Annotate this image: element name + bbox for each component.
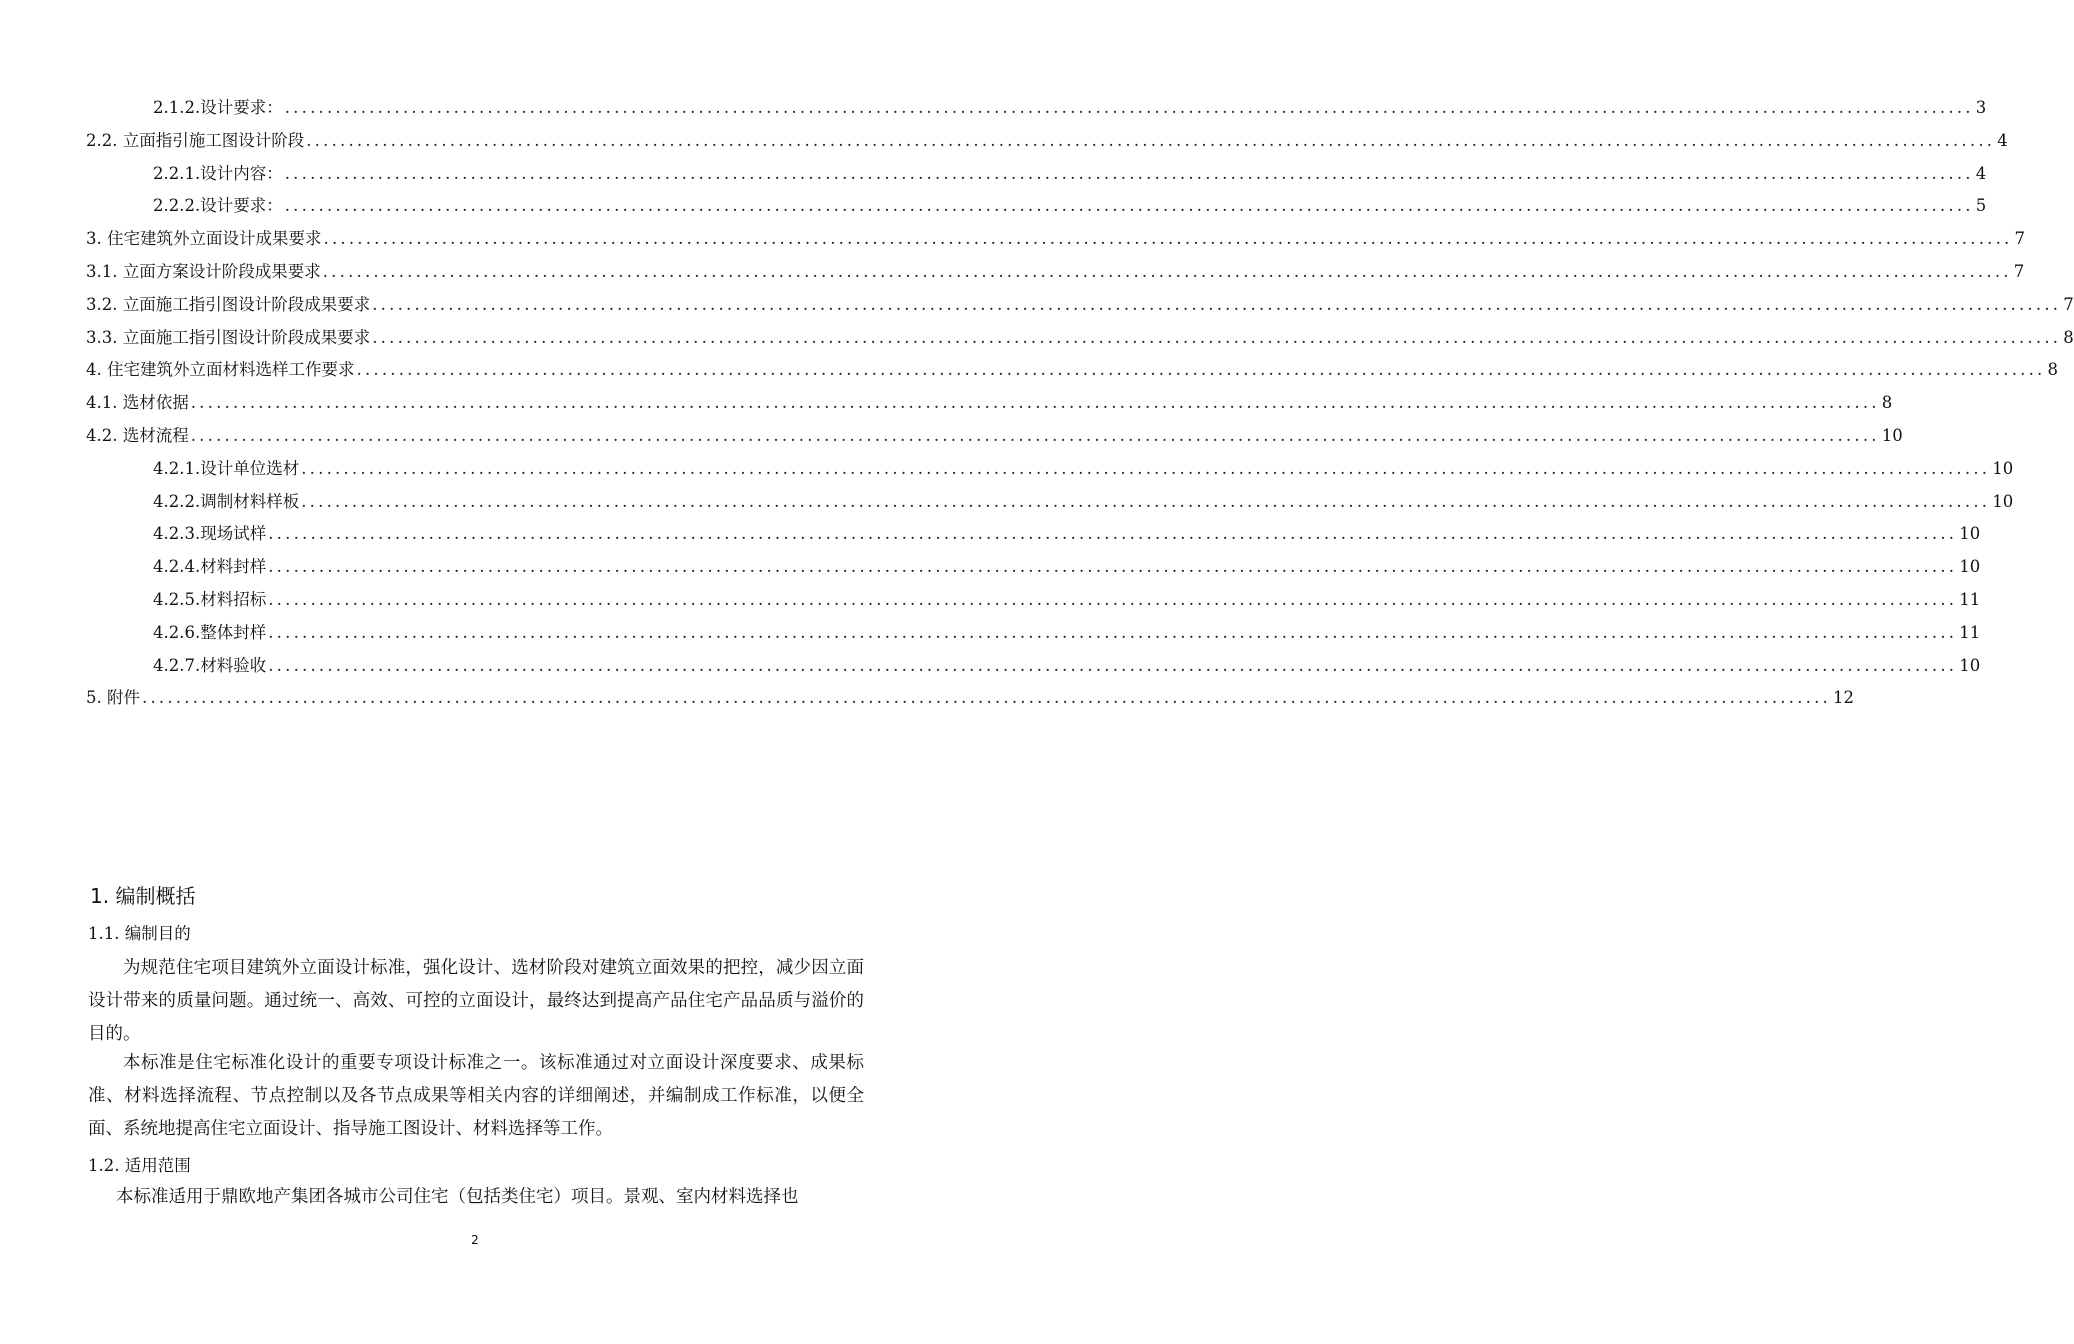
toc-entry-title: 2.2.1.设计内容： bbox=[153, 163, 283, 183]
toc-entry-title: 3.3. 立面施工指引图设计阶段成果要求 bbox=[86, 327, 371, 347]
toc-entry-page: 7 bbox=[2063, 294, 2074, 314]
section-heading: 1. 编制概括 bbox=[90, 884, 196, 908]
toc-dot-leader: ........................................................................................................................................................................................................ bbox=[372, 294, 2062, 314]
toc-dot-leader: ........................................................................................................................................................................................................ bbox=[190, 393, 1880, 413]
paragraph-purpose-1: 为规范住宅项目建筑外立面设计标准，强化设计、选材阶段对建筑立面效果的把控，减少因立面设计带来的质量问题。通过统一、高效、可控的立面设计，最终达到提高产品住宅产品品质与溢价的目的。 bbox=[88, 958, 864, 1044]
toc-entry-title: 2.1.2.设计要求： bbox=[153, 98, 283, 117]
toc-entry[interactable] bbox=[153, 523, 1981, 545]
toc-entry-page: 10 bbox=[1881, 426, 1903, 445]
toc-dot-leader: ........................................................................................................................................................................................................ bbox=[190, 426, 1880, 445]
toc-dot-leader: ........................................................................................................................................................................................................ bbox=[284, 163, 1974, 183]
toc-entry[interactable] bbox=[153, 458, 2014, 480]
toc-entry-title: 4.1. 选材依据 bbox=[86, 393, 189, 413]
subsection-heading-scope: 1.2. 适用范围 bbox=[88, 1156, 191, 1175]
toc-dot-leader: ........................................................................................................................................................................................................ bbox=[284, 98, 1974, 117]
toc-entry-page: 8 bbox=[2047, 360, 2058, 380]
toc-dot-leader: ........................................................................................................................................................................................................ bbox=[322, 262, 2012, 281]
toc-dot-leader: ........................................................................................................................................................................................................ bbox=[142, 688, 1831, 708]
toc-dot-leader: ........................................................................................................................................................................................................ bbox=[356, 360, 2046, 380]
toc-entry[interactable] bbox=[153, 589, 1981, 611]
toc-entry[interactable] bbox=[153, 622, 1981, 644]
toc-entry-page: 7 bbox=[2014, 229, 2025, 249]
toc-entry[interactable] bbox=[86, 359, 2058, 381]
toc-entry-title: 4.2.7.材料验收 bbox=[153, 655, 267, 675]
toc-entry[interactable] bbox=[153, 163, 1987, 185]
toc-entry[interactable] bbox=[153, 97, 1987, 119]
toc-dot-leader: ........................................................................................................................................................................................................ bbox=[301, 458, 1991, 478]
toc-dot-leader: ........................................................................................................................................................................................................ bbox=[323, 229, 2013, 249]
toc-entry-title: 4.2.6.整体封样 bbox=[153, 622, 267, 642]
paragraph-scope: 本标准适用于鼎欧地产集团各城市公司住宅（包括类住宅）项目。景观、室内材料选择也 bbox=[116, 1187, 799, 1207]
toc-entry-title: 4.2. 选材流程 bbox=[86, 426, 189, 445]
subsection-heading-purpose: 1.1. 编制目的 bbox=[88, 924, 191, 943]
toc-entry-page: 4 bbox=[1975, 163, 1987, 183]
toc-entry-title: 4.2.2.调制材料样板 bbox=[153, 491, 300, 511]
toc-entry-title: 5. 附件 bbox=[86, 688, 140, 708]
toc-entry-title: 3. 住宅建筑外立面设计成果要求 bbox=[86, 229, 322, 249]
toc-entry[interactable] bbox=[86, 687, 1854, 709]
toc-entry-page: 10 bbox=[1959, 524, 1981, 544]
toc-entry[interactable] bbox=[153, 655, 1981, 677]
toc-entry-page: 3 bbox=[1975, 98, 1987, 117]
toc-dot-leader: ........................................................................................................................................................................................................ bbox=[268, 557, 1958, 577]
toc-entry-page: 11 bbox=[1959, 622, 1981, 642]
toc-entry-page: 4 bbox=[1997, 130, 2008, 150]
toc-dot-leader: ........................................................................................................................................................................................................ bbox=[268, 524, 1958, 544]
toc-entry-page: 12 bbox=[1832, 688, 1854, 708]
toc-entry-title: 4.2.4.材料封样 bbox=[153, 557, 267, 577]
toc-dot-leader: ........................................................................................................................................................................................................ bbox=[268, 622, 1958, 642]
toc-entry[interactable] bbox=[86, 130, 2008, 152]
toc-entry[interactable] bbox=[153, 195, 1987, 217]
toc-dot-leader: ........................................................................................................................................................................................................ bbox=[284, 196, 1974, 216]
toc-entry-page: 10 bbox=[1959, 655, 1981, 675]
toc-entry-page: 11 bbox=[1959, 590, 1981, 609]
toc-entry[interactable] bbox=[153, 556, 1981, 578]
toc-entry-title: 4.2.5.材料招标 bbox=[153, 590, 267, 609]
toc-entry-title: 4.2.1.设计单位选材 bbox=[153, 458, 300, 478]
paragraph-purpose-2: 本标准是住宅标准化设计的重要专项设计标准之一。该标准通过对立面设计深度要求、成果标准、材料选择流程、节点控制以及各节点成果等相关内容的详细阐述，并编制成工作标准，以便全面、系统地提高住宅立面设计、指导施工图设计、材料选择等工作。 bbox=[88, 1053, 864, 1139]
toc-dot-leader: ........................................................................................................................................................................................................ bbox=[372, 327, 2062, 347]
toc-entry-title: 4.2.3.现场试样 bbox=[153, 524, 267, 544]
toc-entry-title: 3.1. 立面方案设计阶段成果要求 bbox=[86, 262, 321, 281]
toc-entry[interactable] bbox=[86, 392, 1893, 414]
toc-entry[interactable] bbox=[86, 228, 2025, 250]
toc-entry-page: 8 bbox=[1881, 393, 1893, 413]
toc-entry-page: 10 bbox=[1992, 458, 2014, 478]
toc-dot-leader: ........................................................................................................................................................................................................ bbox=[301, 491, 1991, 511]
toc-entry-page: 5 bbox=[1975, 196, 1987, 216]
toc-entry-title: 3.2. 立面施工指引图设计阶段成果要求 bbox=[86, 294, 371, 314]
toc-entry-page: 10 bbox=[1992, 491, 2014, 511]
toc-entry-page: 8 bbox=[2063, 327, 2074, 347]
toc-entry-title: 2.2.2.设计要求： bbox=[153, 196, 283, 216]
toc-entry-page: 10 bbox=[1959, 557, 1981, 577]
toc-entry-page: 7 bbox=[2013, 262, 2025, 281]
toc-entry[interactable] bbox=[86, 327, 2074, 349]
toc-dot-leader: ........................................................................................................................................................................................................ bbox=[306, 130, 1996, 150]
toc-dot-leader: ........................................................................................................................................................................................................ bbox=[268, 655, 1958, 675]
toc-entry[interactable] bbox=[86, 294, 2074, 316]
toc-entry-title: 2.2. 立面指引施工图设计阶段 bbox=[86, 130, 305, 150]
toc-dot-leader: ........................................................................................................................................................................................................ bbox=[268, 590, 1958, 609]
toc-entry-title: 4. 住宅建筑外立面材料选样工作要求 bbox=[86, 360, 355, 380]
toc-entry[interactable] bbox=[153, 491, 2014, 513]
toc-entry[interactable] bbox=[86, 261, 2025, 283]
toc-entry[interactable] bbox=[86, 425, 1903, 447]
page-number: 2 bbox=[471, 1233, 479, 1247]
